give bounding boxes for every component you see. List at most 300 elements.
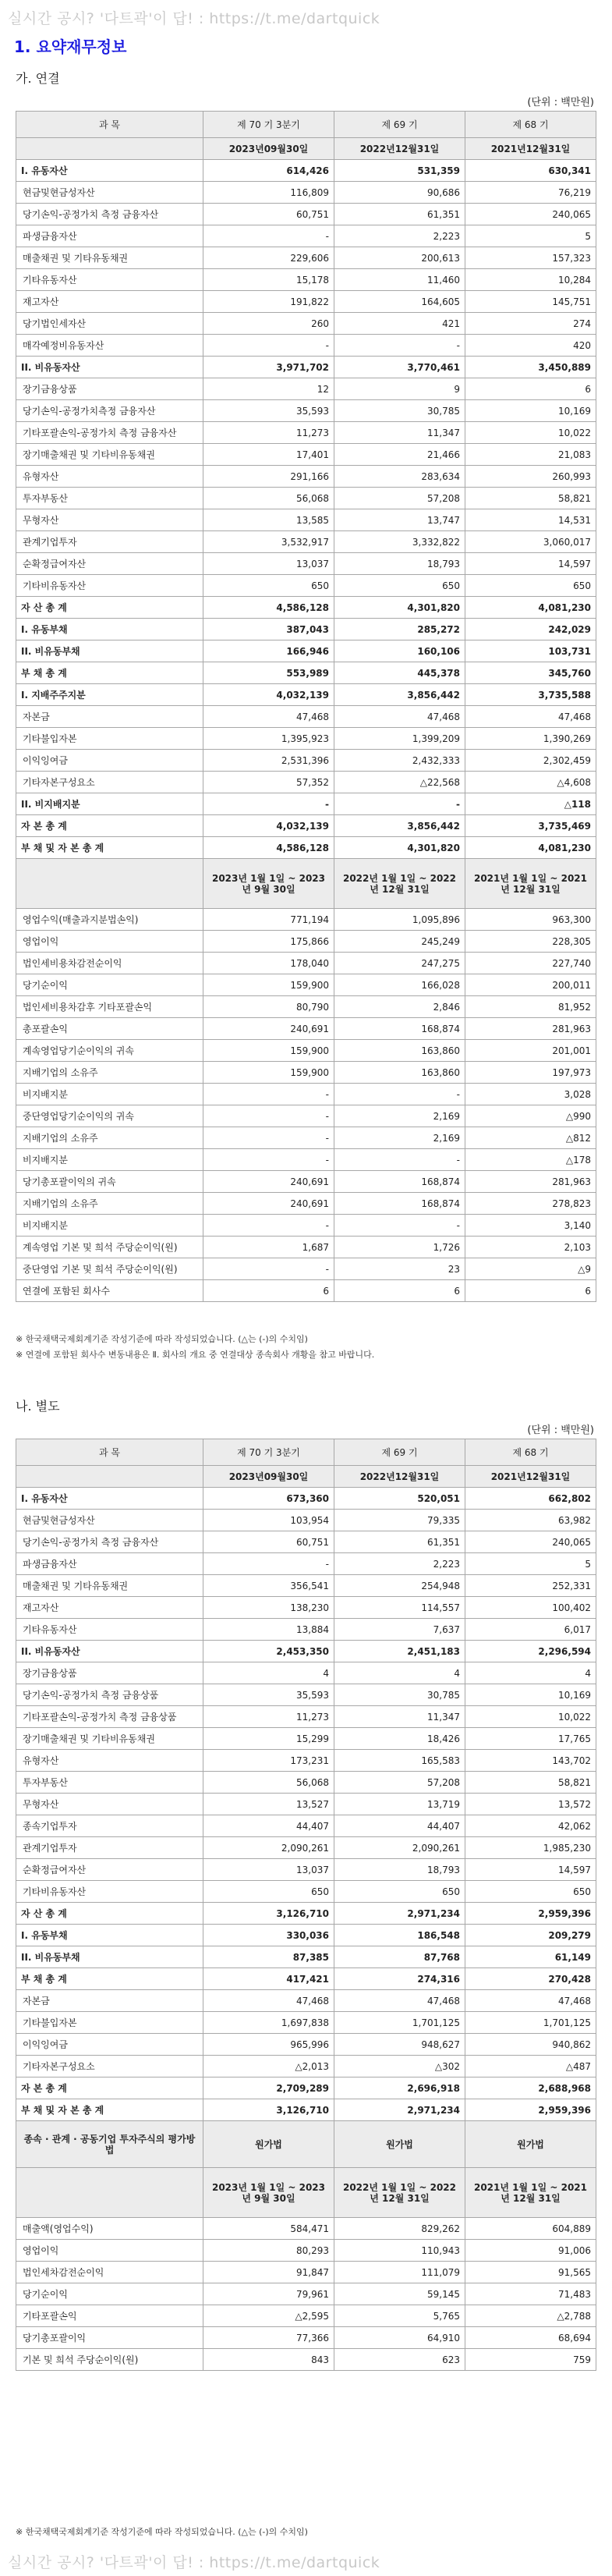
amount-cell: 58,821: [465, 1772, 596, 1794]
amount-cell: 13,572: [465, 1794, 596, 1815]
amount-cell: 11,460: [334, 269, 465, 291]
account-label: 당기순이익: [16, 974, 203, 996]
amount-cell: 79,961: [203, 2283, 334, 2305]
account-label: 지배기업의 소유주: [16, 1193, 203, 1215]
amount-cell: 87,385: [203, 1946, 334, 1968]
amount-cell: 47,468: [334, 1990, 465, 2012]
table-row: [16, 1553, 596, 1575]
table-row: [16, 1149, 596, 1171]
account-label: 법인세비용차감전순이익: [16, 953, 203, 974]
amount-cell: △4,608: [465, 772, 596, 793]
amount-cell: 103,954: [203, 1510, 334, 1531]
amount-cell: 11,273: [203, 1706, 334, 1728]
separate-notes: [16, 2525, 308, 2540]
amount-cell: 79,335: [334, 1510, 465, 1531]
table-row: [16, 2034, 596, 2056]
section-consolidated-heading: 가. 연결: [16, 71, 60, 86]
amount-cell: 630,341: [465, 160, 596, 182]
table-row: [16, 1280, 596, 1302]
amount-cell: 64,910: [334, 2327, 465, 2349]
amount-cell: 14,597: [465, 1859, 596, 1881]
amount-cell: 166,028: [334, 974, 465, 996]
account-label: 기본 및 희석 주당순이익(원): [16, 2349, 203, 2371]
header-blank-cell: [16, 138, 203, 160]
account-label: 현금및현금성자산: [16, 1510, 203, 1531]
amount-cell: 843: [203, 2349, 334, 2371]
amount-cell: 1,399,209: [334, 728, 465, 750]
note-line: ※ 연결에 포함된 회사수 변동내용은 Ⅱ. 회사의 개요 중 연결대상 종속회사 개황을 참고 바랍니다.: [16, 1350, 375, 1360]
header-row: [16, 1439, 596, 1466]
amount-cell: 650: [203, 575, 334, 597]
amount-cell: 114,557: [334, 1597, 465, 1619]
amount-cell: 260: [203, 313, 334, 335]
column-header-period: 제 68 기: [465, 1439, 596, 1466]
account-label: 현금및현금성자산: [16, 182, 203, 204]
amount-cell: 445,378: [334, 662, 465, 684]
account-label: 재고자산: [16, 291, 203, 313]
amount-cell: 614,426: [203, 160, 334, 182]
amount-cell: 6: [334, 1280, 465, 1302]
valuation-method-label: 종속 · 관계 · 공동기업 투자주식의 평가방법: [16, 2121, 203, 2168]
amount-cell: 30,785: [334, 400, 465, 422]
valuation-method-value: 원가법: [203, 2121, 334, 2168]
table-row: [16, 553, 596, 575]
table-row: [16, 931, 596, 953]
amount-cell: 247,275: [334, 953, 465, 974]
table-row: [16, 640, 596, 662]
amount-cell: 283,634: [334, 466, 465, 488]
amount-cell: 159,900: [203, 1040, 334, 1062]
amount-cell: 10,022: [465, 1706, 596, 1728]
amount-cell: 173,231: [203, 1750, 334, 1772]
amount-cell: 145,751: [465, 291, 596, 313]
account-label: 계속영업당기순이익의 귀속: [16, 1040, 203, 1062]
amount-cell: 662,802: [465, 1488, 596, 1510]
amount-cell: 10,022: [465, 422, 596, 444]
table-row: [16, 1750, 596, 1772]
account-label: II. 비유동부채: [16, 640, 203, 662]
account-label: 파생금융자산: [16, 225, 203, 247]
amount-cell: 103,731: [465, 640, 596, 662]
income-period: 2023년 1월 1일 ~ 2023년 9월 30일: [203, 2168, 334, 2218]
table-row: [16, 1728, 596, 1750]
amount-cell: 14,531: [465, 509, 596, 531]
amount-cell: 281,963: [465, 1018, 596, 1040]
table-row: [16, 1881, 596, 1903]
amount-cell: 240,065: [465, 1531, 596, 1553]
account-label: 법인세차감전순이익: [16, 2262, 203, 2283]
account-label: 파생금융자산: [16, 1553, 203, 1575]
column-header-period: 제 69 기: [334, 112, 465, 138]
amount-cell: 13,719: [334, 1794, 465, 1815]
amount-cell: 11,273: [203, 422, 334, 444]
amount-cell: 58,821: [465, 488, 596, 509]
amount-cell: 3,332,822: [334, 531, 465, 553]
amount-cell: 1,701,125: [465, 2012, 596, 2034]
account-label: 투자부동산: [16, 1772, 203, 1794]
account-label: 무형자산: [16, 509, 203, 531]
amount-cell: 61,351: [334, 1531, 465, 1553]
amount-cell: 168,874: [334, 1193, 465, 1215]
table-row: [16, 313, 596, 335]
amount-cell: 14,597: [465, 553, 596, 575]
account-label: 장기매출채권 및 기타비유동채권: [16, 444, 203, 466]
amount-cell: 4,586,128: [203, 837, 334, 859]
table-row: [16, 815, 596, 837]
account-label: 비지배지분: [16, 1149, 203, 1171]
amount-cell: 4,301,820: [334, 597, 465, 619]
amount-cell: 2,696,918: [334, 2077, 465, 2099]
account-label: 당기순이익: [16, 2283, 203, 2305]
amount-cell: -: [203, 1149, 334, 1171]
table-row: [16, 974, 596, 996]
account-label: I. 유동자산: [16, 1488, 203, 1510]
table-row: [16, 1171, 596, 1193]
account-label: 장기금융상품: [16, 378, 203, 400]
amount-cell: -: [203, 793, 334, 815]
amount-cell: 13,037: [203, 1859, 334, 1881]
table-row: [16, 1684, 596, 1706]
table-row: [16, 1946, 596, 1968]
amount-cell: 91,847: [203, 2262, 334, 2283]
amount-cell: 159,900: [203, 974, 334, 996]
table-row: [16, 1772, 596, 1794]
table-row: [16, 909, 596, 931]
table-row: [16, 1575, 596, 1597]
table-row: [16, 1040, 596, 1062]
amount-cell: 2,453,350: [203, 1641, 334, 1662]
amount-cell: 168,874: [334, 1018, 465, 1040]
amount-cell: 421: [334, 313, 465, 335]
table-row: [16, 1968, 596, 1990]
table-row: [16, 662, 596, 684]
account-label: II. 비유동자산: [16, 1641, 203, 1662]
amount-cell: 2,296,594: [465, 1641, 596, 1662]
table-row: [16, 1018, 596, 1040]
account-label: 장기매출채권 및 기타비유동채권: [16, 1728, 203, 1750]
amount-cell: 35,593: [203, 400, 334, 422]
amount-cell: 2,090,261: [334, 1837, 465, 1859]
amount-cell: 116,809: [203, 182, 334, 204]
table-row: [16, 466, 596, 488]
column-header-period: 제 70 기 3분기: [203, 112, 334, 138]
amount-cell: 42,062: [465, 1815, 596, 1837]
table-row: [16, 2349, 596, 2371]
amount-cell: 164,605: [334, 291, 465, 313]
income-period: 2022년 1월 1일 ~ 2022년 12월 31일: [334, 859, 465, 909]
balance-date: 2021년12월31일: [465, 1466, 596, 1488]
account-label: 유형자산: [16, 466, 203, 488]
amount-cell: 87,768: [334, 1946, 465, 1968]
amount-cell: 186,548: [334, 1925, 465, 1946]
table-row: [16, 837, 596, 859]
amount-cell: 940,862: [465, 2034, 596, 2056]
note-line: ※ 한국채택국제회계기준 작성기준에 따라 작성되었습니다. (△는 (-)의 수치임): [16, 1334, 308, 1344]
amount-cell: 90,686: [334, 182, 465, 204]
amount-cell: 2,959,396: [465, 2099, 596, 2121]
balance-date: 2022년12월31일: [334, 1466, 465, 1488]
amount-cell: -: [203, 1084, 334, 1105]
amount-cell: 209,279: [465, 1925, 596, 1946]
amount-cell: 356,541: [203, 1575, 334, 1597]
amount-cell: 2,169: [334, 1105, 465, 1127]
table-row: [16, 1619, 596, 1641]
amount-cell: 81,952: [465, 996, 596, 1018]
amount-cell: 68,694: [465, 2327, 596, 2349]
amount-cell: 2,709,289: [203, 2077, 334, 2099]
amount-cell: 3,126,710: [203, 2099, 334, 2121]
amount-cell: -: [203, 1258, 334, 1280]
account-label: 기타불입자본: [16, 728, 203, 750]
period-header-blank: [16, 859, 203, 909]
account-label: 관계기업투자: [16, 1837, 203, 1859]
amount-cell: 240,691: [203, 1193, 334, 1215]
amount-cell: -: [334, 1084, 465, 1105]
amount-cell: 3,735,588: [465, 684, 596, 706]
amount-cell: 531,359: [334, 160, 465, 182]
account-label: 비지배지분: [16, 1215, 203, 1237]
account-label: 매각예정비유동자산: [16, 335, 203, 357]
separate-table: [16, 1439, 596, 2371]
amount-cell: 15,299: [203, 1728, 334, 1750]
amount-cell: 771,194: [203, 909, 334, 931]
amount-cell: 10,169: [465, 1684, 596, 1706]
amount-cell: 47,468: [465, 1990, 596, 2012]
table-row: [16, 1815, 596, 1837]
watermark-top: 실시간 공시? '다트곽'이 답! : https://t.me/dartquick: [8, 10, 380, 27]
amount-cell: 57,352: [203, 772, 334, 793]
account-label: 영업수익(매출과지분법손익): [16, 909, 203, 931]
amount-cell: 3,770,461: [334, 357, 465, 378]
amount-cell: 201,001: [465, 1040, 596, 1062]
amount-cell: 44,407: [203, 1815, 334, 1837]
amount-cell: 330,036: [203, 1925, 334, 1946]
amount-cell: 18,793: [334, 1859, 465, 1881]
table-row: [16, 225, 596, 247]
account-label: 매출액(영업수익): [16, 2218, 203, 2240]
table-row: [16, 1062, 596, 1084]
account-label: 관계기업투자: [16, 531, 203, 553]
amount-cell: 7,637: [334, 1619, 465, 1641]
account-label: 기타비유동자산: [16, 1881, 203, 1903]
amount-cell: -: [203, 1127, 334, 1149]
account-label: 자 본 총 계: [16, 2077, 203, 2099]
amount-cell: 650: [465, 1881, 596, 1903]
table-row: [16, 400, 596, 422]
amount-cell: 2,971,234: [334, 1903, 465, 1925]
account-label: 당기손익-공정가치 측정 금융상품: [16, 1684, 203, 1706]
amount-cell: 111,079: [334, 2262, 465, 2283]
table-row: [16, 750, 596, 772]
table-row: [16, 182, 596, 204]
amount-cell: 965,996: [203, 2034, 334, 2056]
amount-cell: 77,366: [203, 2327, 334, 2349]
account-label: 자본금: [16, 706, 203, 728]
amount-cell: 13,884: [203, 1619, 334, 1641]
table-row: [16, 706, 596, 728]
table-row: [16, 619, 596, 640]
table-row: [16, 247, 596, 269]
income-period: 2021년 1월 1일 ~ 2021년 12월 31일: [465, 859, 596, 909]
amount-cell: △2,788: [465, 2305, 596, 2327]
table-row: [16, 357, 596, 378]
amount-cell: 948,627: [334, 2034, 465, 2056]
amount-cell: 227,740: [465, 953, 596, 974]
amount-cell: 2,959,396: [465, 1903, 596, 1925]
amount-cell: 138,230: [203, 1597, 334, 1619]
amount-cell: 278,823: [465, 1193, 596, 1215]
amount-cell: 285,272: [334, 619, 465, 640]
amount-cell: 59,145: [334, 2283, 465, 2305]
amount-cell: 1,726: [334, 1237, 465, 1258]
account-label: 기타자본구성요소: [16, 772, 203, 793]
amount-cell: 2,103: [465, 1237, 596, 1258]
amount-cell: 15,178: [203, 269, 334, 291]
table-row: [16, 1215, 596, 1237]
amount-cell: 260,993: [465, 466, 596, 488]
table-row: [16, 1237, 596, 1258]
unit-label-consolidated: (단위 : 백만원): [527, 97, 594, 108]
amount-cell: 228,305: [465, 931, 596, 953]
table-row: [16, 1794, 596, 1815]
valuation-method-row: [16, 2121, 596, 2168]
table-row: [16, 1990, 596, 2012]
table-row: [16, 2262, 596, 2283]
amount-cell: 17,765: [465, 1728, 596, 1750]
amount-cell: 13,747: [334, 509, 465, 531]
amount-cell: 47,468: [203, 706, 334, 728]
amount-cell: 163,860: [334, 1040, 465, 1062]
table-row: [16, 1662, 596, 1684]
account-label: 당기총포괄이익의 귀속: [16, 1171, 203, 1193]
table-row: [16, 953, 596, 974]
consolidated-table: [16, 111, 596, 1302]
amount-cell: △812: [465, 1127, 596, 1149]
section-separate-heading: 나. 별도: [16, 1399, 60, 1414]
amount-cell: 4,081,230: [465, 837, 596, 859]
amount-cell: 4,032,139: [203, 815, 334, 837]
table-row: [16, 1105, 596, 1127]
date-row: [16, 1466, 596, 1488]
table-row: [16, 1084, 596, 1105]
amount-cell: 10,169: [465, 400, 596, 422]
amount-cell: 650: [203, 1881, 334, 1903]
amount-cell: -: [203, 225, 334, 247]
amount-cell: 165,583: [334, 1750, 465, 1772]
account-label: 투자부동산: [16, 488, 203, 509]
valuation-method-value: 원가법: [465, 2121, 596, 2168]
amount-cell: 1,390,269: [465, 728, 596, 750]
amount-cell: 191,822: [203, 291, 334, 313]
note-line: ※ 한국채택국제회계기준 작성기준에 따라 작성되었습니다. (△는 (-)의 수치임): [16, 2527, 308, 2537]
table-row: [16, 2099, 596, 2121]
amount-cell: 30,785: [334, 1684, 465, 1706]
account-label: I. 지배주주지분: [16, 684, 203, 706]
table-row: [16, 1488, 596, 1510]
table-row: [16, 2012, 596, 2034]
table-row: [16, 684, 596, 706]
amount-cell: 3,140: [465, 1215, 596, 1237]
amount-cell: 168,874: [334, 1171, 465, 1193]
amount-cell: △2,013: [203, 2056, 334, 2077]
table-row: [16, 2240, 596, 2262]
amount-cell: 21,083: [465, 444, 596, 466]
amount-cell: -: [203, 1553, 334, 1575]
account-label: 중단영업당기순이익의 귀속: [16, 1105, 203, 1127]
amount-cell: 3,971,702: [203, 357, 334, 378]
amount-cell: 520,051: [334, 1488, 465, 1510]
account-label: 연결에 포함된 회사수: [16, 1280, 203, 1302]
column-header-period: 제 69 기: [334, 1439, 465, 1466]
amount-cell: 1,985,230: [465, 1837, 596, 1859]
watermark-bottom: 실시간 공시? '다트곽'이 답! : https://t.me/dartquick: [8, 2554, 380, 2571]
amount-cell: 71,483: [465, 2283, 596, 2305]
account-label: I. 유동자산: [16, 160, 203, 182]
amount-cell: 274: [465, 313, 596, 335]
account-label: 기타유동자산: [16, 1619, 203, 1641]
header-blank-cell: [16, 1466, 203, 1488]
account-label: 이익잉여금: [16, 2034, 203, 2056]
page-title: 1. 요약재무정보: [14, 37, 127, 56]
amount-cell: 2,451,183: [334, 1641, 465, 1662]
amount-cell: 2,531,396: [203, 750, 334, 772]
amount-cell: 61,149: [465, 1946, 596, 1968]
amount-cell: △118: [465, 793, 596, 815]
account-label: 당기손익-공정가치 측정 금융자산: [16, 204, 203, 225]
amount-cell: 1,701,125: [334, 2012, 465, 2034]
amount-cell: 673,360: [203, 1488, 334, 1510]
table-row: [16, 531, 596, 553]
amount-cell: 5,765: [334, 2305, 465, 2327]
amount-cell: 166,946: [203, 640, 334, 662]
amount-cell: 56,068: [203, 1772, 334, 1794]
account-label: 기타포괄손익-공정가치 측정 금융상품: [16, 1706, 203, 1728]
account-label: 매출채권 및 기타유동채권: [16, 247, 203, 269]
account-label: 중단영업 기본 및 희석 주당순이익(원): [16, 1258, 203, 1280]
amount-cell: 17,401: [203, 444, 334, 466]
amount-cell: 4,586,128: [203, 597, 334, 619]
table-row: [16, 1510, 596, 1531]
amount-cell: 4,081,230: [465, 597, 596, 619]
amount-cell: 110,943: [334, 2240, 465, 2262]
amount-cell: 759: [465, 2349, 596, 2371]
income-period: 2021년 1월 1일 ~ 2021년 12월 31일: [465, 2168, 596, 2218]
amount-cell: 175,866: [203, 931, 334, 953]
consolidated-notes: [16, 1332, 374, 1363]
amount-cell: 829,262: [334, 2218, 465, 2240]
amount-cell: 420: [465, 335, 596, 357]
account-label: 자 산 총 계: [16, 597, 203, 619]
amount-cell: 47,468: [465, 706, 596, 728]
period-header-row: [16, 2168, 596, 2218]
amount-cell: 3,028: [465, 1084, 596, 1105]
table-row: [16, 422, 596, 444]
amount-cell: 80,790: [203, 996, 334, 1018]
account-label: 지배기업의 소유주: [16, 1062, 203, 1084]
table-row: [16, 204, 596, 225]
table-row: [16, 1641, 596, 1662]
account-label: 영업이익: [16, 2240, 203, 2262]
table-row: [16, 509, 596, 531]
amount-cell: 2,223: [334, 1553, 465, 1575]
amount-cell: -: [334, 1149, 465, 1171]
account-label: 기타유동자산: [16, 269, 203, 291]
account-label: 종속기업투자: [16, 1815, 203, 1837]
account-label: 부 채 및 자 본 총 계: [16, 837, 203, 859]
amount-cell: 240,065: [465, 204, 596, 225]
account-label: 재고자산: [16, 1597, 203, 1619]
amount-cell: 254,948: [334, 1575, 465, 1597]
